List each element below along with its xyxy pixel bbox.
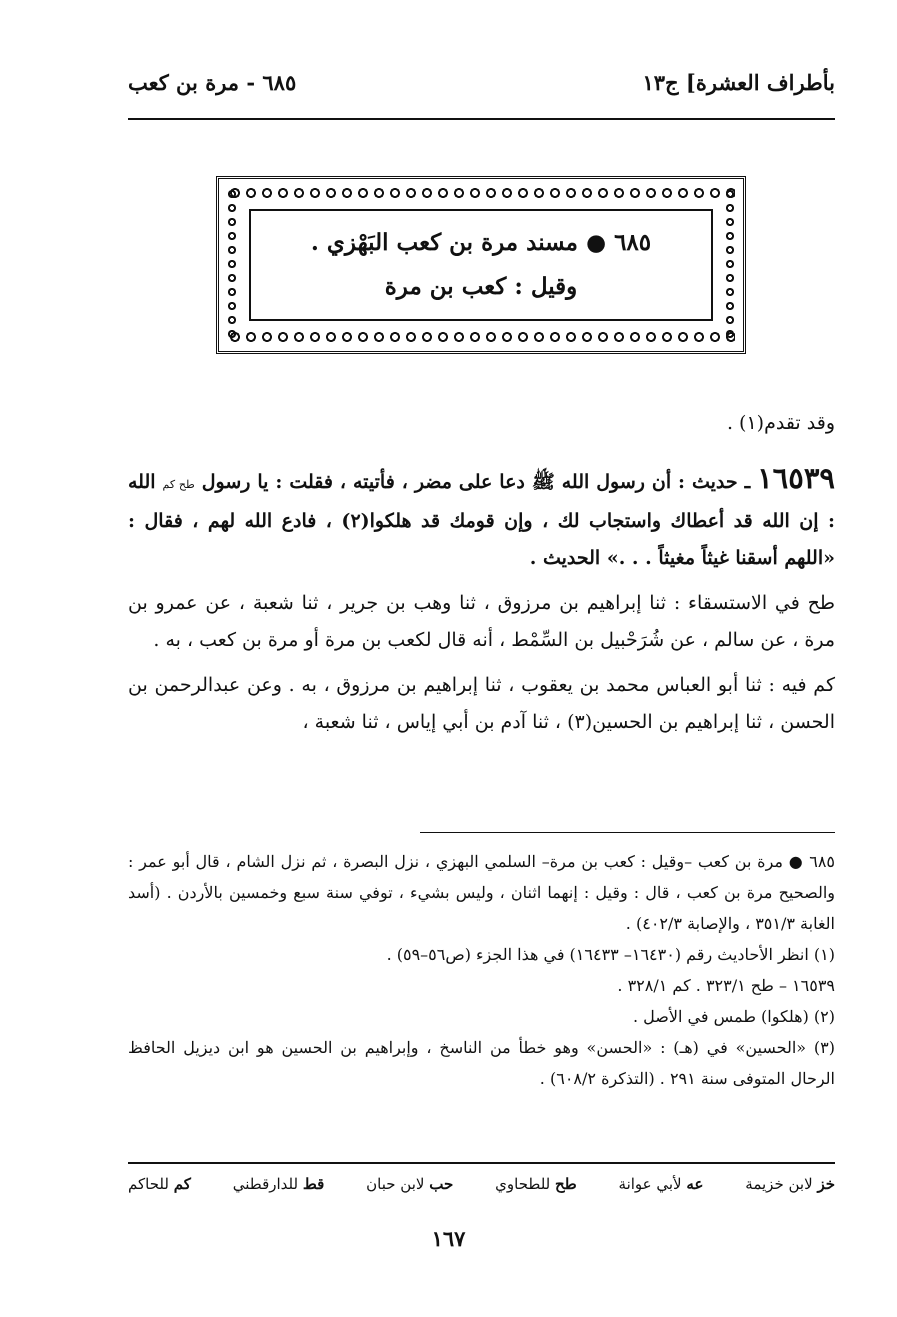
abbrev-item: طح للطحاوي [495, 1175, 577, 1193]
chapter-subtitle: وقيل : كعب بن مرة [384, 273, 578, 300]
ornament-border-left [225, 187, 239, 343]
hadith-number: ١٦٥٣٩ [757, 461, 835, 495]
isnad-tahawi: طح في الاستسقاء : ثنا إبراهيم بن مرزوق ، ثنا وهب بن جرير ، ثنا شعبة ، عن عمرو بن مرة ، عن سالم ، عن شُرَحْبيل بن السِّمْط ، أنه قال لكعب بن مرة أو مرة بن كعب ، به . [128, 592, 835, 651]
running-header [128, 62, 835, 102]
abbrev-item: عه لأبي عوانة [618, 1175, 704, 1193]
abbrev-item: قط للدارقطني [232, 1175, 325, 1193]
ornament-border-right [723, 187, 737, 343]
intro-line: وقد تقدم(١) . [726, 412, 835, 434]
hadith-line-3: فقال : «اللهم أسقنا غيثاً مغيثاً . . .» الحديث . [128, 510, 835, 569]
footnote-2: (٢) (هلكوا) طمس في الأصل . [632, 1007, 835, 1026]
footnote-reference: ١٦٥٣٩ – طح ٣٢٣/١ . كم ٣٢٨/١ . [617, 976, 835, 995]
footnote-3: (٣) «الحسين» في (هـ) : «الحسن» وهو خطأ من الناسخ ، وإبراهيم بن الحسين هو ابن ديزيل الحافظ الرحال المتوفى سنة ٢٩١ . (التذكرة ٦٠٨/٢) . [128, 1038, 835, 1088]
hadith-line-2: الله : إن الله قد أعطاك واستجاب لك ، وإن قومك قد هلكوا(٢) ، فادع الله لهم ، [128, 471, 835, 532]
abbreviation-rule [128, 1162, 835, 1164]
ornament-border-bottom [227, 329, 735, 345]
chapter-title-frame [216, 176, 746, 354]
footnote-bio: ٦٨٥ ● مرة بن كعب –وقيل : كعب بن مرة– السلمي البهزي ، نزل البصرة ، ثم نزل الشام ، قال أبو عمر : والصحيح مرة بن كعب ، قال : وقيل : إنهما اثنان ، وليس بشيء ، توفي سنة سبع وخمسين بالأردن . (أسد الغابة ٣٥١/٣ ، والإصابة ٤٠٢/٣) . [128, 852, 835, 933]
ornament-border-top [227, 185, 735, 201]
abbrev-item: خز لابن خزيمة [745, 1175, 835, 1193]
header-rule [128, 118, 835, 120]
chapter-title-box [249, 209, 713, 321]
footnote-rule [420, 832, 835, 833]
abbrev-item: كم للحاكم [128, 1175, 191, 1193]
header-book-title: بأطراف العشرة] ج١٣ [642, 69, 835, 95]
header-chapter-ref: ٦٨٥ - مرة بن كعب [128, 69, 297, 95]
hadith-entry [128, 460, 835, 577]
abbrev-item: حب لابن حبان [366, 1175, 454, 1193]
main-text [128, 405, 835, 741]
chapter-title: ٦٨٥ ● مسند مرة بن كعب البَهْزي . [310, 229, 652, 256]
footnotes [128, 846, 835, 1094]
isnad-hakim: كم فيه : ثنا أبو العباس محمد بن يعقوب ، ثنا إبراهيم بن مرزوق ، به . وعن عبدالرحمن بن الحسن ، ثنا إبراهيم بن الحسين(٣) ، ثنا آدم بن أبي إياس ، ثنا شعبة ، [128, 674, 835, 733]
footnote-1: (١) انظر الأحاديث رقم (١٦٤٣٠– ١٦٤٣٣) في هذا الجزء (ص٥٦–٥٩) . [386, 945, 835, 964]
abbreviation-legend [128, 1168, 835, 1200]
page-number: ١٦٧ [431, 1226, 466, 1251]
hadith-margin-note: طح كم [162, 478, 195, 491]
hadith-line-1: ـ حديث : أن رسول الله ﷺ دعا على مضر ، فأتيته ، فقلت : يا رسول [201, 471, 758, 493]
